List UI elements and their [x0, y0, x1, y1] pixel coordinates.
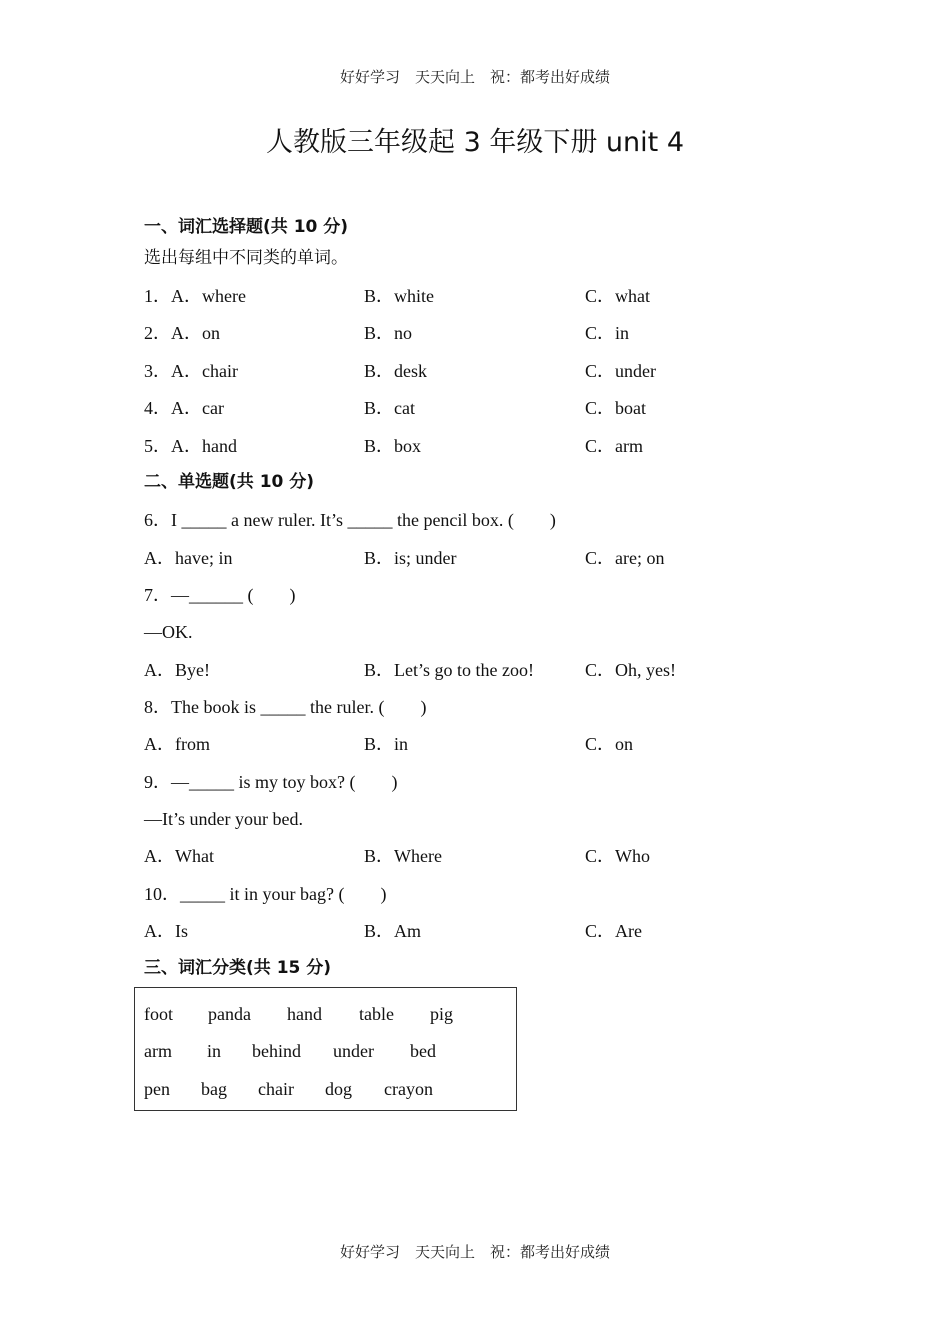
question-9-stem: 9．—_____ is my toy box? ( )	[144, 772, 398, 792]
option-c: C．Are	[585, 921, 642, 941]
word: crayon	[384, 1079, 433, 1099]
option-c: C．in	[585, 323, 630, 343]
question-8-options	[0, 732, 950, 756]
question-row	[0, 396, 950, 420]
option-b: B．desk	[364, 361, 427, 381]
option-a: A．What	[144, 846, 214, 866]
question-9-options	[0, 844, 950, 868]
question-row	[0, 284, 950, 308]
word: chair	[258, 1079, 294, 1099]
word: dog	[325, 1079, 352, 1099]
question-6-options	[0, 546, 950, 570]
option-b: B．cat	[364, 398, 415, 418]
word-bank-row	[135, 1077, 516, 1101]
option-c: C．Who	[585, 846, 650, 866]
word: table	[359, 1004, 394, 1024]
option-b: B．Let’s go to the zoo!	[364, 660, 534, 680]
option-a: A．Is	[144, 921, 188, 941]
option-b: B．Where	[364, 846, 442, 866]
section3-heading: 三、词汇分类(共 15 分)	[144, 958, 332, 978]
word: foot	[144, 1004, 173, 1024]
word: bag	[201, 1079, 227, 1099]
option-b: B．box	[364, 436, 422, 456]
option-a: 3．A．chair	[144, 361, 238, 381]
option-a: A．have; in	[144, 548, 233, 568]
question-9-reply: —It’s under your bed.	[144, 809, 303, 829]
word: hand	[287, 1004, 322, 1024]
page-title: 人教版三年级起 3 年级下册 unit 4	[266, 127, 684, 158]
option-a: A．from	[144, 734, 210, 754]
page-header: 好好学习 天天向上 祝：都考出好成绩	[339, 68, 610, 86]
word-bank-row	[135, 1039, 516, 1063]
option-b: B．in	[364, 734, 409, 754]
question-7-options	[0, 658, 950, 682]
word: panda	[208, 1004, 251, 1024]
option-a: 4．A．car	[144, 398, 224, 418]
option-c: C．boat	[585, 398, 646, 418]
question-7-stem: 7．—______ ( )	[144, 585, 296, 605]
option-c: C．on	[585, 734, 634, 754]
section1-heading: 一、词汇选择题(共 10 分)	[144, 217, 349, 237]
word: behind	[252, 1041, 301, 1061]
option-b: B．Am	[364, 921, 422, 941]
word: bed	[410, 1041, 436, 1061]
option-a: 2．A．on	[144, 323, 220, 343]
option-c: C．what	[585, 286, 650, 306]
word-bank-box	[134, 987, 517, 1111]
question-8-stem: 8．The book is _____ the ruler. ( )	[144, 697, 427, 717]
question-6-stem: 6．I _____ a new ruler. It’s _____ the pencil box. ( )	[144, 510, 556, 530]
question-10-options	[0, 919, 950, 943]
option-b: B．no	[364, 323, 413, 343]
option-c: C．under	[585, 361, 656, 381]
word: in	[207, 1041, 222, 1061]
question-row	[0, 321, 950, 345]
word: arm	[144, 1041, 172, 1061]
section2-heading: 二、单选题(共 10 分)	[144, 472, 315, 492]
option-a: 1．A．where	[144, 286, 246, 306]
section1-instruction: 选出每组中不同类的单词。	[144, 248, 348, 268]
word: pig	[430, 1004, 454, 1024]
option-b: B．is; under	[364, 548, 457, 568]
question-row	[0, 359, 950, 383]
question-row	[0, 434, 950, 458]
option-c: C．Oh, yes!	[585, 660, 676, 680]
word: pen	[144, 1079, 170, 1099]
option-a: A．Bye!	[144, 660, 210, 680]
option-c: C．arm	[585, 436, 643, 456]
question-10-stem: 10．_____ it in your bag? ( )	[144, 884, 387, 904]
option-b: B．white	[364, 286, 434, 306]
page-footer: 好好学习 天天向上 祝：都考出好成绩	[339, 1243, 610, 1261]
word-bank-row	[135, 1002, 516, 1026]
question-7-reply: —OK.	[144, 622, 193, 642]
option-c: C．are; on	[585, 548, 665, 568]
option-a: 5．A．hand	[144, 436, 237, 456]
word: under	[333, 1041, 374, 1061]
